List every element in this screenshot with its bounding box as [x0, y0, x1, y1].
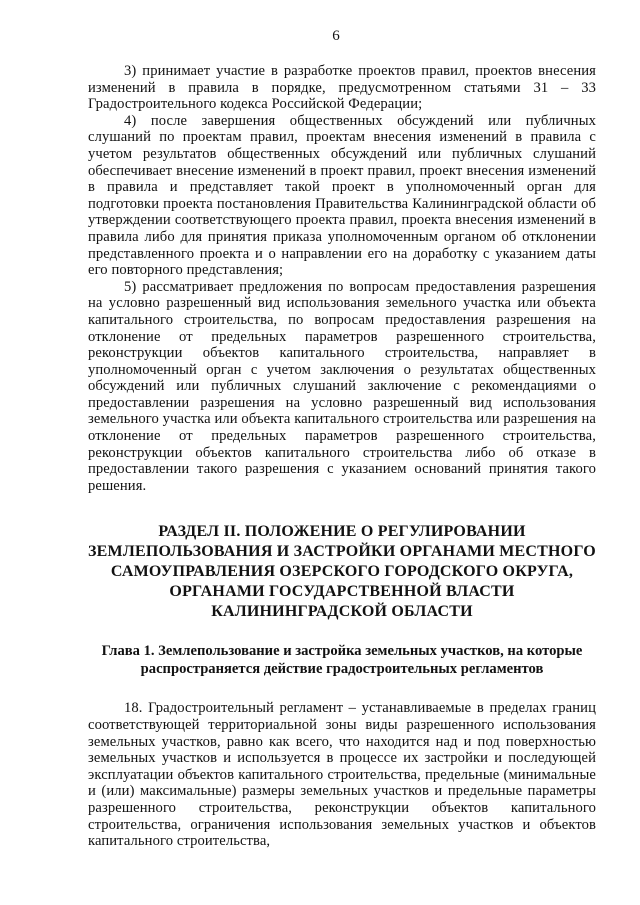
section-title-line: ОРГАНАМИ ГОСУДАРСТВЕННОЙ ВЛАСТИ — [169, 582, 515, 600]
chapter-title-line: Глава 1. Землепользование и застройка земельных участков, на которые — [101, 643, 583, 660]
section-title-line: РАЗДЕЛ II. ПОЛОЖЕНИЕ О РЕГУЛИРОВАНИИ — [158, 523, 526, 541]
document-page — [88, 27, 596, 850]
chapter-title-line: распространяется действие градостроительных регламентов — [140, 660, 544, 677]
paragraph-item-18: 18. Градостроительный регламент – устанавливаемые в пределах границ соответствующей территориальной зоны виды разрешенного использования земельных участков, равно как всего, что находится над и под поверхностью земельных участков и используется в процессе их застройки и последующей эксплуатации объектов капитального строительства, предельные (минимальные и (или) максимальные) размеры земельных участков и предельные параметры разрешенного строительства, реконструкции объектов капитального строительства, ограничения использования земельных участков и объектов капитального строительства, — [88, 700, 596, 850]
paragraph-item-4: 4) после завершения общественных обсуждений или публичных слушаний по проектам правил, проектам внесения изменений в правила с учетом результатов общественных обсуждений или публичных слушаний обеспечивает внесение изменений в проект правил, проект внесения изменений в правила и представляет такой проект в уполномоченный орган для подготовки проекта постановления Правительства Калининградской области об утверждении соответствующего проекта правил, проекта внесения изменений в правила либо для принятия приказа уполномоченным органом об отклонении представленного проекта и о направлении его на доработку с указанием даты его повторного представления; — [88, 112, 596, 279]
section-title — [88, 522, 596, 621]
paragraph-item-5: 5) рассматривает предложения по вопросам предоставления разрешения на условно разрешенный вид использования земельного участка или объекта капитального строительства, по вопросам предоставления разрешения на отклонение от предельных параметров разрешенного строительства, реконструкции объектов капитального строительства, направляет в уполномоченный орган с учетом заключения о результатах общественных обсуждений или публичных слушаний заключение с рекомендациями о предоставлении разрешения на условно разрешенный вид использования земельного участка или объекта капитального строительства или разрешения на отклонение от предельных параметров разрешенного строительства, реконструкции объектов капитального строительства либо об отказе в предоставлении такого разрешения с указанием оснований принятия такого решения. — [88, 278, 596, 494]
section-title-line: ЗЕМЛЕПОЛЬЗОВАНИЯ И ЗАСТРОЙКИ ОРГАНАМИ МЕСТНОГО — [88, 543, 596, 561]
chapter-title — [88, 643, 596, 678]
section-title-line: КАЛИНИНГРАДСКОЙ ОБЛАСТИ — [211, 602, 473, 620]
paragraph-item-3: 3) принимает участие в разработке проектов правил, проектов внесения изменений в правила в порядке, предусмотренном статьями 31 – 33 Градостроительного кодекса Российской Федерации; — [88, 63, 596, 113]
section-title-line: САМОУПРАВЛЕНИЯ ОЗЕРСКОГО ГОРОДСКОГО ОКРУГА, — [110, 563, 574, 581]
page-number: 6 — [332, 28, 340, 44]
spacer — [88, 678, 596, 700]
